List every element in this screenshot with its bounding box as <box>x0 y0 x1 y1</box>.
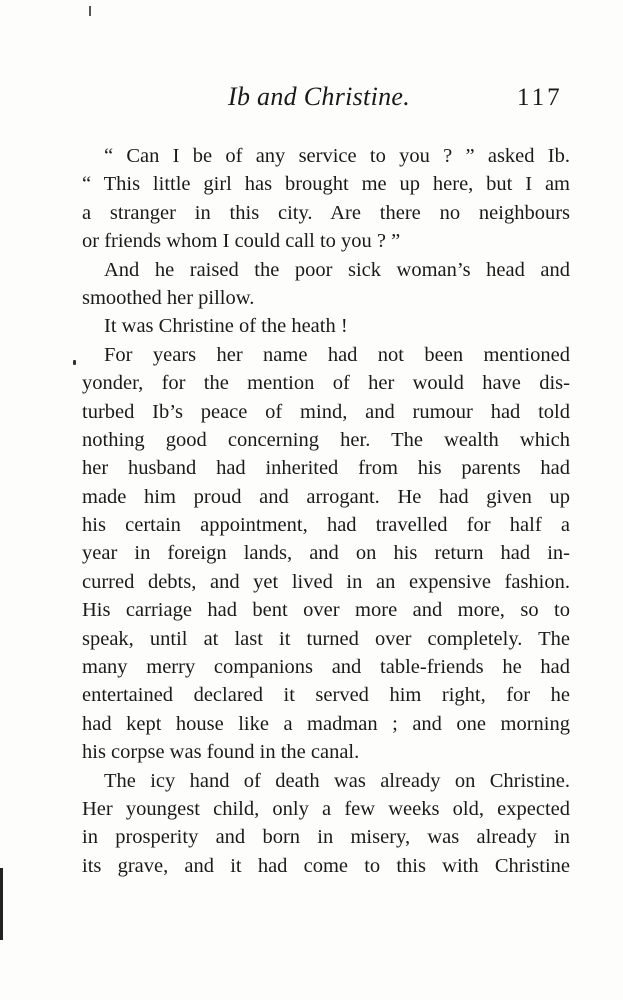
text-line: For years her name had not been mentioned <box>104 343 570 366</box>
text-line: its grave, and it had come to this with Christine <box>82 854 570 877</box>
text-line: year in foreign lands, and on his return had in- <box>82 542 570 565</box>
scan-mark <box>89 6 91 16</box>
text-line: a stranger in this city. Are there no neighbours <box>82 201 570 224</box>
text-line: His carriage had bent over more and more, so to <box>82 599 570 622</box>
text-line: And he raised the poor sick woman’s head and <box>104 258 570 281</box>
text-line: The icy hand of death was already on Christine. <box>104 769 570 792</box>
text-line: turbed Ib’s peace of mind, and rumour had told <box>82 400 570 423</box>
running-title: Ib and Christine. <box>228 82 411 111</box>
scan-edge-mark <box>0 868 3 940</box>
body-text <box>82 142 570 880</box>
scan-speck <box>73 360 76 365</box>
text-line: or friends whom I could call to you ? ” <box>82 230 401 253</box>
text-line: curred debts, and yet lived in an expensive fashion. <box>82 570 570 593</box>
text-line: yonder, for the mention of her would have dis- <box>82 372 570 395</box>
text-line: made him proud and arrogant. He had given up <box>82 485 570 508</box>
page-number: 117 <box>517 84 563 111</box>
text-line: Her youngest child, only a few weeks old, expected <box>82 797 570 820</box>
text-line: smoothed her pillow. <box>82 286 255 309</box>
text-line: nothing good concerning her. The wealth which <box>82 428 570 451</box>
text-line: entertained declared it served him right, for he <box>82 684 570 707</box>
text-line: It was Christine of the heath ! <box>104 315 348 338</box>
text-line: her husband had inherited from his parents had <box>82 457 570 480</box>
text-line: had kept house like a madman ; and one morning <box>82 712 570 735</box>
text-line: speak, until at last it turned over completely. The <box>82 627 570 650</box>
text-line: his certain appointment, had travelled for half a <box>82 514 570 537</box>
text-line: “ Can I be of any service to you ? ” asked Ib. <box>104 145 570 167</box>
text-line: his corpse was found in the canal. <box>82 741 360 764</box>
text-line: many merry companions and table-friends he had <box>82 656 570 679</box>
text-line: “ This little girl has brought me up here, but I am <box>82 173 570 196</box>
text-line: in prosperity and born in misery, was already in <box>82 826 570 849</box>
running-head <box>0 82 623 122</box>
